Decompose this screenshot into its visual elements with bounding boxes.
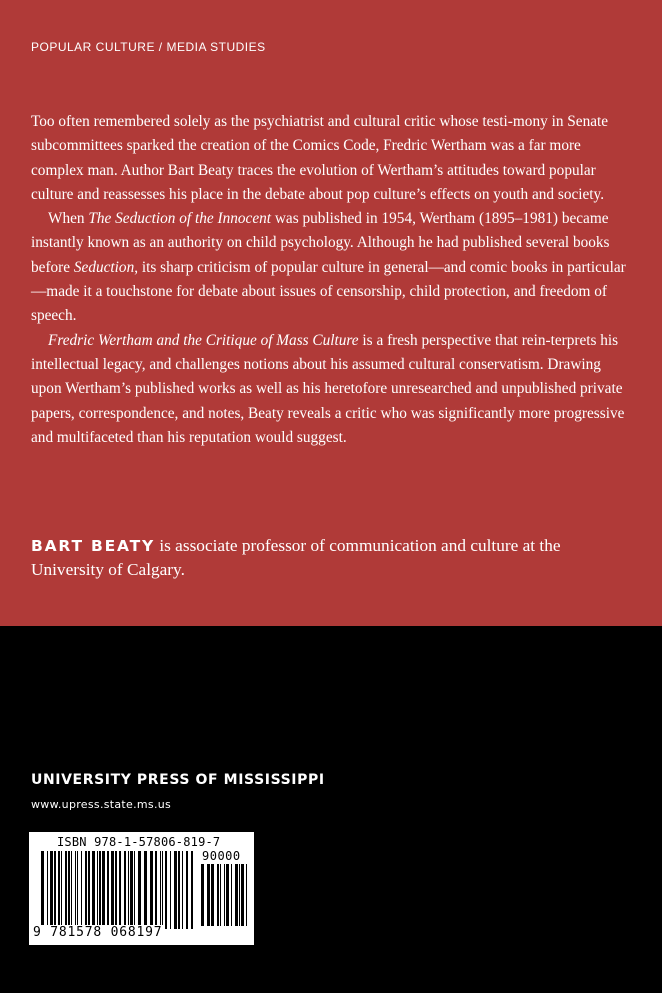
barcode-bar <box>75 851 76 929</box>
barcode-bar <box>134 851 135 929</box>
barcode-bar <box>241 864 244 926</box>
isbn-barcode <box>29 832 254 945</box>
barcode-bar <box>50 851 53 929</box>
barcode-bar <box>85 851 87 929</box>
paragraph-2-segment-3: was published in 1954, Wertham (1895–1981) became instantly known as an authority on child psychology. Although he had published several books before <box>31 210 610 276</box>
barcode-bar <box>115 851 117 929</box>
barcode-bar <box>119 851 121 929</box>
barcode-bar <box>178 851 180 929</box>
barcode-bar <box>92 851 95 929</box>
publisher-website: www.upress.state.ms.us <box>31 798 172 811</box>
barcode-bar <box>41 851 44 929</box>
barcode-bar <box>124 851 126 929</box>
barcode-bar <box>217 864 219 926</box>
author-bio-text: is associate professor of communication and culture at the University of Calgary. <box>31 536 561 579</box>
barcode-bar <box>97 851 98 929</box>
paragraph-2-segment-1: When <box>48 210 89 228</box>
paragraph-3-segment-2: is a fresh perspective that rein-terprets his intellectual legacy, and challenges notions about his assumed cultural conservatism. Drawing upon Wertham’s published works as well as his heretofore unresearched and unpublished private papers, correspondence, and notes, Beaty reveals a critic who was significantly more progressive and multifaceted than his reputation would suggest. <box>31 331 625 446</box>
barcode-bar <box>144 851 147 929</box>
barcode-bar <box>81 851 82 929</box>
description-paragraph-2 <box>31 207 627 328</box>
barcode-bar <box>130 851 133 929</box>
book-title-wertham: Fredric Wertham and the Critique of Mass Culture <box>48 331 359 349</box>
barcode-bar <box>138 851 141 929</box>
publisher-name: UNIVERSITY PRESS OF MISSISSIPPI <box>31 772 325 788</box>
barcode-bar <box>68 851 70 929</box>
barcode-bar <box>61 851 62 929</box>
barcode-bar <box>65 851 67 929</box>
barcode-bar <box>88 851 90 929</box>
barcode-bar <box>77 851 78 929</box>
barcode-bar <box>191 851 193 929</box>
paragraph-2-segment-5: , its sharp criticism of popular culture in general—and comic books in particular—made it a touchstone for debate about issues of censorship, child protection, and freedom of speech. <box>31 258 626 325</box>
barcode-bar <box>207 864 210 926</box>
barcode-bar <box>102 851 105 929</box>
barcode-bar <box>211 864 214 926</box>
barcode-bar <box>182 851 183 929</box>
isbn-label: ISBN 978-1-57806-819-7 <box>57 835 221 849</box>
barcode-bar <box>128 851 129 929</box>
description-paragraph-1 <box>31 110 627 207</box>
barcode-bar <box>186 851 188 929</box>
barcode-bar <box>47 851 48 929</box>
barcode-bar <box>155 851 157 929</box>
barcode-bar <box>201 864 204 926</box>
barcode-bar <box>162 851 163 929</box>
barcode-bar <box>224 864 225 926</box>
barcode-bar <box>111 851 114 929</box>
barcode-bar <box>220 864 221 926</box>
barcode-bar <box>99 851 101 929</box>
barcode-bar <box>54 851 56 929</box>
barcode-bar <box>226 864 229 926</box>
barcode-bar <box>160 851 161 929</box>
barcode-bar <box>170 851 171 929</box>
barcode-bar <box>107 851 109 929</box>
barcode-bar <box>239 864 240 926</box>
barcode-bar <box>235 864 238 926</box>
barcode-bar <box>174 851 177 929</box>
book-title-seduction: The Seduction of the Innocent <box>88 210 272 228</box>
supplemental-barcode-icon <box>201 864 249 926</box>
ean-digits: 9 781578 068197 <box>33 925 163 940</box>
barcode-bar <box>150 851 153 929</box>
barcode-bars-icon <box>41 851 197 929</box>
paragraph-1-segment-1: Too often remembered solely as the psychiatrist and cultural critic whose testi-mony in Senate subcommittees sparked the creation of the Comics Code, Fredric Wertham was a far more complex man. Author Bart Beaty traces the evolution of Wertham’s attitudes toward popular culture and reassesses his place in the debate about pop culture’s effects on youth and society. <box>31 113 609 203</box>
author-name: BART BEATY <box>31 537 156 555</box>
barcode-bar <box>71 851 72 929</box>
barcode-bar <box>246 864 247 926</box>
book-description <box>31 110 627 450</box>
description-paragraph-3 <box>31 329 627 450</box>
barcode-bar <box>165 851 167 929</box>
barcode-bar <box>231 864 232 926</box>
barcode-bar <box>58 851 60 929</box>
author-bio <box>31 534 631 582</box>
category-label: POPULAR CULTURE / MEDIA STUDIES <box>31 40 266 54</box>
price-code: 90000 <box>202 849 241 863</box>
book-title-short: Seduction <box>73 258 135 276</box>
